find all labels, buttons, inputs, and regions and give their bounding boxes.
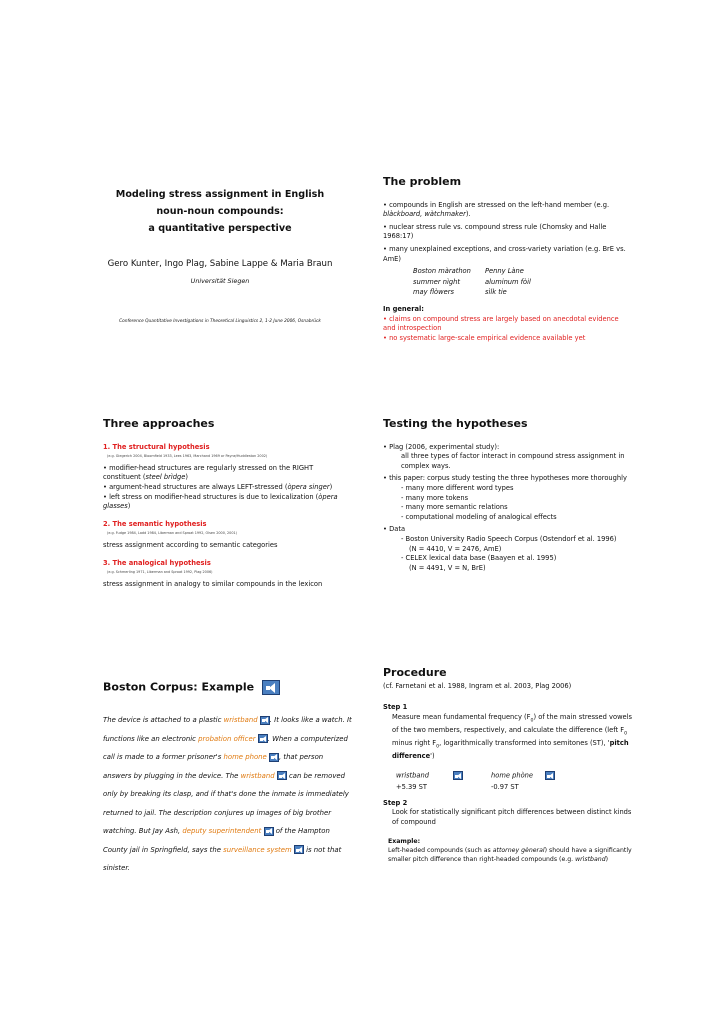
- references: (cf. Farnetani et al. 1988, Ingram et al. 2003, Plag 2006): [383, 681, 572, 690]
- hypothesis-heading: 2. The semantic hypothesis: [103, 519, 207, 528]
- step-label: Step 1: [383, 703, 408, 712]
- bullet: • many unexplained exceptions, and cross-variety variation (e.g. BrE vs. AmE): [383, 244, 626, 263]
- example-text: blàckboard, wàtchmaker: [383, 210, 466, 219]
- slide-heading: Testing the hypotheses: [383, 417, 528, 430]
- hypothesis-text: stress assignment in analogy to similar compounds in the lexicon: [103, 579, 323, 588]
- paper-title-line1: Modeling stress assignment in English: [115, 189, 325, 200]
- compound-link[interactable]: probation officer: [198, 734, 256, 743]
- general-label: In general:: [383, 304, 424, 313]
- slide-procedure: [383, 668, 633, 864]
- example-item: Boston màrathon: [413, 267, 471, 276]
- speaker-icon[interactable]: [269, 753, 279, 762]
- example-word: home phòne: [491, 771, 581, 781]
- bullet: • this paper: corpus study testing the three hypotheses more thoroughly: [383, 474, 627, 483]
- bullet: • argument-head structures are always LEFT-stressed (òpera singer): [103, 482, 333, 491]
- hypothesis-text: stress assignment according to semantic categories: [103, 540, 278, 549]
- pitch-examples: [383, 771, 633, 793]
- step-text: Look for statistically significant pitch differences between distinct kinds of compound: [392, 808, 632, 827]
- example-item: sìlk tie: [485, 288, 507, 297]
- example-word: wristband: [396, 771, 491, 781]
- paper-title-line2: noun-noun compounds:: [156, 206, 284, 217]
- data-source-counts: (N = 4491, V = N, BrE): [409, 563, 486, 572]
- corpus-passage: The device is attached to a plastic wristband . It looks like a watch. It functions like an electronic probation officer . When a computerized call is made to a former prisoner's home phone , that person answers by plugging in the device. The wristband can be removed only by breaking its clasp, and if that's done the inmate is immediately returned to jail. The description conjures up images of big brother watching. But Jay Ash, deputy superintendent of the Hampton County jail in Springfield, says the surveillance system is not that sinister.: [103, 716, 352, 872]
- data-source: - CELEX lexical data base (Baayen et al. 1995): [401, 554, 557, 563]
- references: (e.g. Schmerling 1971, Liberman and Sproat 1992, Plag 2006): [107, 570, 213, 575]
- compound-link[interactable]: wristband: [223, 716, 258, 724]
- speaker-icon[interactable]: [453, 771, 463, 780]
- slide-heading: The problem: [383, 175, 462, 188]
- pitch-value: -0.97 ST: [491, 783, 519, 792]
- pitch-value: +5.39 ST: [396, 783, 427, 792]
- general-point: • claims on compound stress are largely based on anecdotal evidence and introspection: [383, 314, 619, 333]
- example-item: Penny Làne: [485, 267, 524, 276]
- bullet-detail: all three types of factor interact in compound stress assignment in complex ways.: [401, 452, 625, 470]
- conference-note: Conference Quantitative Investigations in Theoretical Linguistics 2, 1-2 June 2006, Osnabrück: [119, 319, 321, 324]
- example-grid: [383, 267, 633, 298]
- speaker-icon[interactable]: [262, 680, 280, 695]
- speaker-icon[interactable]: [277, 771, 287, 780]
- compound-link[interactable]: deputy superintendent: [182, 827, 262, 835]
- bullet: • Data: [383, 525, 406, 534]
- bullet: • modifier-head structures are regularly stressed on the RIGHT constituent (steel brìdge): [103, 463, 314, 482]
- compound-link[interactable]: wristband: [240, 771, 275, 780]
- speaker-icon[interactable]: [258, 734, 268, 743]
- example-label: Example:: [388, 837, 421, 845]
- compound-link[interactable]: surveillance system: [223, 845, 292, 854]
- data-source-counts: (N = 4410, V = 2476, AmE): [409, 544, 502, 553]
- speaker-icon[interactable]: [260, 716, 270, 725]
- example-item: aluminum fòil: [485, 277, 531, 286]
- slide-the-problem: [383, 177, 633, 343]
- hypothesis-heading: 3. The analogical hypothesis: [103, 558, 211, 567]
- compound-link[interactable]: home phone: [223, 753, 267, 761]
- slide-title: [90, 186, 350, 324]
- bullet: • left stress on modifier-head structures is due to lexicalization (òpera glasses): [103, 492, 338, 511]
- slide-testing-hypotheses: [383, 419, 633, 573]
- example-text: Left-headed compounds (such as attorney gèneral) should have a significantly smaller pitch difference than right-headed compounds (e.g. wrìstband): [388, 847, 632, 864]
- example-item: summer nìght: [413, 277, 460, 286]
- step-text: Measure mean fundamental frequency $(F_0)$ of the main stressed vowels of the two members, respectively, and calculate the difference (left $F_0$ minus right $F_0$, logarithmically transformed into semitones (ST), 'pitch difference'): [392, 712, 632, 760]
- slide-heading: Procedure: [383, 666, 447, 679]
- slide-heading: Three approaches: [103, 417, 215, 430]
- speaker-icon[interactable]: [294, 845, 304, 854]
- list-item: - many more tokens: [401, 493, 469, 502]
- affiliation: Universität Siegen: [190, 277, 250, 285]
- slide-three-approaches: [103, 419, 353, 589]
- bullet: • Plag (2006, experimental study):: [383, 442, 500, 451]
- references: (e.g. Giegerich 2004, Bloomfield 1933, Lees 1963, Marchand 1969 or Payne/Huddleston 2002): [107, 454, 268, 459]
- bullet: • compounds in English are stressed on the left-hand member (e.g. blàckboard, wàtchmaker).: [383, 200, 610, 219]
- list-item: - many more different word types: [401, 483, 514, 492]
- example-item: may flòwers: [413, 288, 454, 297]
- list-item: - computational modeling of analogical effects: [401, 512, 557, 521]
- slide-heading: Boston Corpus: Example: [103, 680, 353, 695]
- authors: Gero Kunter, Ingo Plag, Sabine Lappe & Maria Braun: [107, 259, 333, 269]
- hypothesis-heading: 1. The structural hypothesis: [103, 442, 210, 451]
- step-label: Step 2: [383, 798, 408, 807]
- bullet: • nuclear stress rule vs. compound stress rule (Chomsky and Halle 1968:17): [383, 222, 607, 241]
- general-point: • no systematic large-scale empirical evidence available yet: [383, 333, 586, 342]
- data-source: - Boston University Radio Speech Corpus (Ostendorf et al. 1996): [401, 534, 617, 543]
- paper-title-line3: a quantitative perspective: [148, 223, 292, 234]
- speaker-icon[interactable]: [545, 771, 555, 780]
- slide-boston-example: [103, 680, 353, 878]
- references: (e.g. Fudge 1984, Ladd 1984, Liberman and Sproat 1992, Olsen 2000, 2001): [107, 531, 237, 536]
- speaker-icon[interactable]: [264, 827, 274, 836]
- list-item: - many more semantic relations: [401, 503, 508, 512]
